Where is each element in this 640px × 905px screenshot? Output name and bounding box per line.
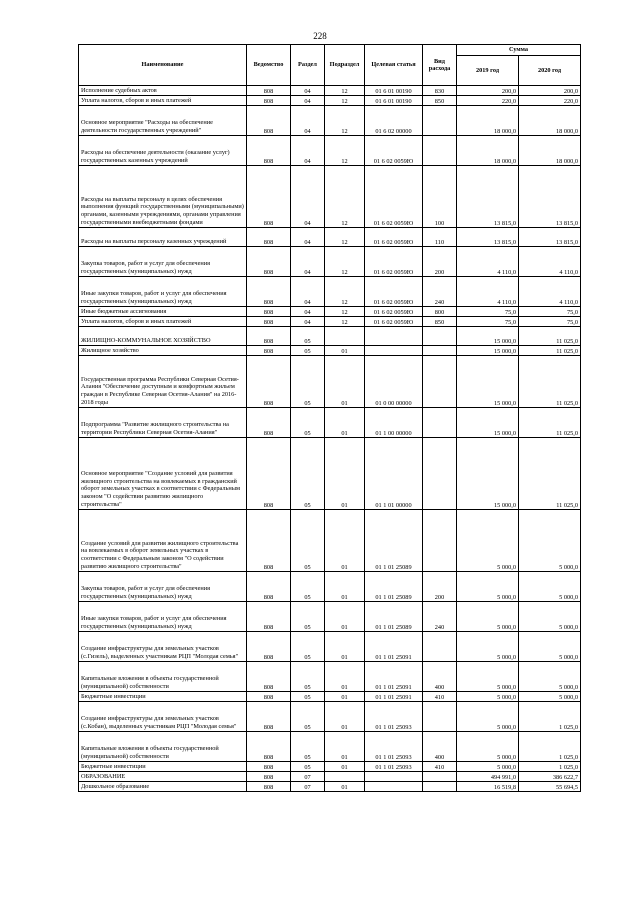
cell-podrazdel: 12: [325, 86, 365, 96]
cell-name: Иные закупки товаров, работ и услуг для обеспечения государственных (муниципальных) нужд: [79, 602, 247, 632]
cell-podrazdel: 12: [325, 228, 365, 247]
cell-podrazdel: 12: [325, 247, 365, 277]
header-name: Наименование: [79, 45, 247, 86]
cell-podrazdel: 12: [325, 166, 365, 228]
cell-vid: [423, 782, 457, 792]
cell-vedomstvo: 808: [247, 96, 291, 106]
cell-name: Создание инфраструктуры для земельных участков (с.Гизель), выделенных участникам РЦП "Молодая семья": [79, 632, 247, 662]
budget-table: [78, 44, 581, 792]
cell-2019: 220,0: [457, 96, 519, 106]
cell-razdel: 04: [291, 96, 325, 106]
table-row: [79, 247, 581, 277]
cell-vid: [423, 510, 457, 572]
cell-2019: 4 110,0: [457, 247, 519, 277]
table-row: [79, 572, 581, 602]
cell-2020: 5 000,0: [519, 510, 581, 572]
table-row: [79, 277, 581, 307]
table-row: [79, 510, 581, 572]
cell-target: 01 1 01 25091: [365, 662, 423, 692]
cell-target: 01 1 01 25089: [365, 510, 423, 572]
cell-vedomstvo: 808: [247, 136, 291, 166]
cell-vid: 100: [423, 166, 457, 228]
cell-vedomstvo: 808: [247, 228, 291, 247]
cell-2019: 15 000,0: [457, 408, 519, 438]
header-razdel: Раздел: [291, 45, 325, 86]
table-row: [79, 317, 581, 327]
cell-target: 01 1 01 25091: [365, 692, 423, 702]
cell-vedomstvo: 808: [247, 327, 291, 346]
cell-2019: 13 815,0: [457, 166, 519, 228]
cell-2019: 13 815,0: [457, 228, 519, 247]
cell-2020: 5 000,0: [519, 572, 581, 602]
table-row: [79, 228, 581, 247]
cell-podrazdel: [325, 327, 365, 346]
cell-podrazdel: 01: [325, 702, 365, 732]
cell-razdel: 05: [291, 356, 325, 408]
table-row: [79, 327, 581, 346]
cell-target: 01 6 02 0059Ю: [365, 317, 423, 327]
page-number: 228: [313, 31, 327, 41]
cell-2020: 11 025,0: [519, 356, 581, 408]
cell-2019: 5 000,0: [457, 632, 519, 662]
cell-vid: [423, 408, 457, 438]
table-row: [79, 692, 581, 702]
cell-2019: 18 000,0: [457, 136, 519, 166]
cell-name: ЖИЛИЩНО-КОММУНАЛЬНОЕ ХОЗЯЙСТВО: [79, 327, 247, 346]
cell-vid: 240: [423, 277, 457, 307]
cell-2020: 1 025,0: [519, 702, 581, 732]
cell-razdel: 05: [291, 572, 325, 602]
cell-razdel: 04: [291, 307, 325, 317]
cell-2019: 200,0: [457, 86, 519, 96]
cell-podrazdel: 01: [325, 782, 365, 792]
header-sum: Сумма: [457, 45, 581, 56]
cell-razdel: 05: [291, 662, 325, 692]
cell-podrazdel: 12: [325, 317, 365, 327]
cell-vedomstvo: 808: [247, 438, 291, 510]
cell-name: Капитальные вложения в объекты государственной (муниципальной) собственности: [79, 662, 247, 692]
cell-vid: 410: [423, 692, 457, 702]
table-row: [79, 702, 581, 732]
table-row: [79, 307, 581, 317]
cell-2020: 75,0: [519, 307, 581, 317]
cell-name: Основное мероприятие "Расходы на обеспечение деятельности государственных учреждений": [79, 106, 247, 136]
table-row: [79, 96, 581, 106]
cell-razdel: 05: [291, 327, 325, 346]
cell-2020: 200,0: [519, 86, 581, 96]
cell-name: Жилищное хозяйство: [79, 346, 247, 356]
cell-2019: 5 000,0: [457, 732, 519, 762]
cell-name: ОБРАЗОВАНИЕ: [79, 772, 247, 782]
header-2020: 2020 год: [519, 56, 581, 86]
cell-podrazdel: 01: [325, 346, 365, 356]
cell-razdel: 07: [291, 782, 325, 792]
cell-2020: 5 000,0: [519, 662, 581, 692]
cell-podrazdel: [325, 772, 365, 782]
cell-vedomstvo: 808: [247, 510, 291, 572]
table-row: [79, 762, 581, 772]
cell-target: 01 6 02 0059Ю: [365, 136, 423, 166]
header-podrazdel: Подраздел: [325, 45, 365, 86]
cell-vedomstvo: 808: [247, 317, 291, 327]
cell-2019: 15 000,0: [457, 346, 519, 356]
cell-podrazdel: 01: [325, 356, 365, 408]
table-row: [79, 346, 581, 356]
cell-2020: 4 110,0: [519, 247, 581, 277]
cell-vid: 240: [423, 602, 457, 632]
cell-vid: [423, 632, 457, 662]
cell-2019: 494 991,0: [457, 772, 519, 782]
header-target: Целевая статья: [365, 45, 423, 86]
cell-vedomstvo: 808: [247, 166, 291, 228]
cell-name: Дошкольное образование: [79, 782, 247, 792]
cell-razdel: 05: [291, 632, 325, 662]
cell-target: [365, 782, 423, 792]
cell-name: Капитальные вложения в объекты государственной (муниципальной) собственности: [79, 732, 247, 762]
cell-razdel: 05: [291, 732, 325, 762]
header-vid: Вид расхода: [423, 45, 457, 86]
cell-vedomstvo: 808: [247, 247, 291, 277]
cell-vedomstvo: 808: [247, 86, 291, 96]
cell-name: Расходы на обеспечение деятельности (оказание услуг) государственных казенных учреждений: [79, 136, 247, 166]
cell-2019: 15 000,0: [457, 438, 519, 510]
cell-vedomstvo: 808: [247, 782, 291, 792]
table-body: [79, 86, 581, 792]
cell-vid: [423, 136, 457, 166]
cell-2020: 5 000,0: [519, 692, 581, 702]
cell-vid: [423, 106, 457, 136]
cell-razdel: 05: [291, 702, 325, 732]
cell-2020: 75,0: [519, 317, 581, 327]
cell-vid: [423, 346, 457, 356]
cell-2019: 18 000,0: [457, 106, 519, 136]
cell-vid: [423, 702, 457, 732]
cell-name: Государственная программа Республики Северная Осетия-Алания "Обеспечение доступным и комфортным жильем граждан в Республике Северная Осетия-Алания" на 2016-2018 годы: [79, 356, 247, 408]
cell-vedomstvo: 808: [247, 106, 291, 136]
cell-razdel: 05: [291, 602, 325, 632]
cell-vid: 830: [423, 86, 457, 96]
cell-podrazdel: 01: [325, 732, 365, 762]
cell-2019: 5 000,0: [457, 572, 519, 602]
cell-podrazdel: 01: [325, 692, 365, 702]
cell-target: [365, 772, 423, 782]
cell-target: 01 1 01 25093: [365, 732, 423, 762]
cell-2020: 1 025,0: [519, 762, 581, 772]
cell-podrazdel: 01: [325, 602, 365, 632]
cell-vid: [423, 772, 457, 782]
cell-razdel: 04: [291, 106, 325, 136]
cell-vedomstvo: 808: [247, 277, 291, 307]
cell-vedomstvo: 808: [247, 307, 291, 317]
cell-razdel: 05: [291, 438, 325, 510]
cell-podrazdel: 12: [325, 106, 365, 136]
cell-vid: 110: [423, 228, 457, 247]
cell-vedomstvo: 808: [247, 602, 291, 632]
cell-2019: 5 000,0: [457, 702, 519, 732]
cell-2019: 15 000,0: [457, 356, 519, 408]
cell-2020: 5 000,0: [519, 602, 581, 632]
cell-vedomstvo: 808: [247, 692, 291, 702]
cell-vedomstvo: 808: [247, 632, 291, 662]
cell-target: 01 6 02 0059Ю: [365, 228, 423, 247]
cell-2020: 11 025,0: [519, 438, 581, 510]
cell-name: Бюджетные инвестиции: [79, 692, 247, 702]
cell-2020: 1 025,0: [519, 732, 581, 762]
cell-2020: 18 000,0: [519, 136, 581, 166]
cell-name: Расходы на выплаты персоналу казенных учреждений: [79, 228, 247, 247]
cell-2020: 11 025,0: [519, 327, 581, 346]
cell-2020: 11 025,0: [519, 346, 581, 356]
cell-target: 01 6 02 0059Ю: [365, 307, 423, 317]
cell-2019: 16 519,8: [457, 782, 519, 792]
cell-razdel: 04: [291, 228, 325, 247]
cell-vid: 800: [423, 307, 457, 317]
cell-vedomstvo: 808: [247, 356, 291, 408]
cell-podrazdel: 12: [325, 307, 365, 317]
cell-2020: 18 000,0: [519, 106, 581, 136]
cell-target: [365, 346, 423, 356]
table-row: [79, 782, 581, 792]
cell-razdel: 05: [291, 408, 325, 438]
table-row: [79, 356, 581, 408]
cell-vid: 850: [423, 317, 457, 327]
cell-vedomstvo: 808: [247, 408, 291, 438]
cell-podrazdel: 12: [325, 136, 365, 166]
cell-target: 01 1 01 25091: [365, 632, 423, 662]
cell-name: Закупка товаров, работ и услуг для обеспечения государственных (муниципальных) нужд: [79, 247, 247, 277]
cell-razdel: 05: [291, 692, 325, 702]
cell-2019: 4 110,0: [457, 277, 519, 307]
cell-razdel: 04: [291, 136, 325, 166]
cell-vid: 850: [423, 96, 457, 106]
cell-2019: 5 000,0: [457, 692, 519, 702]
cell-name: Закупка товаров, работ и услуг для обеспечения государственных (муниципальных) нужд: [79, 572, 247, 602]
cell-target: 01 1 01 25093: [365, 702, 423, 732]
cell-vedomstvo: 808: [247, 732, 291, 762]
cell-target: 01 6 02 0059Ю: [365, 277, 423, 307]
cell-2020: 55 694,5: [519, 782, 581, 792]
table-row: [79, 86, 581, 96]
cell-name: Подпрограмма "Развитие жилищного строительства на территории Республики Северная Осетия-Алания": [79, 408, 247, 438]
cell-podrazdel: 01: [325, 572, 365, 602]
cell-vid: 200: [423, 247, 457, 277]
table-row: [79, 632, 581, 662]
cell-2019: 75,0: [457, 307, 519, 317]
cell-vedomstvo: 808: [247, 762, 291, 772]
cell-name: Расходы на выплаты персоналу в целях обеспечения выполнения функций государственными (муниципальными) органами, казенными учреждениями, органами управления государственными внебюджетными фондами: [79, 166, 247, 228]
cell-2020: 11 025,0: [519, 408, 581, 438]
table-row: [79, 408, 581, 438]
table-row: [79, 136, 581, 166]
cell-razdel: 04: [291, 247, 325, 277]
cell-vid: 400: [423, 662, 457, 692]
cell-name: Бюджетные инвестиции: [79, 762, 247, 772]
cell-podrazdel: 01: [325, 438, 365, 510]
cell-vid: 410: [423, 762, 457, 772]
cell-name: Уплата налогов, сборов и иных платежей: [79, 96, 247, 106]
cell-2020: 386 622,7: [519, 772, 581, 782]
cell-2019: 15 000,0: [457, 327, 519, 346]
cell-vedomstvo: 808: [247, 702, 291, 732]
cell-target: 01 6 02 00000: [365, 106, 423, 136]
cell-2020: 5 000,0: [519, 632, 581, 662]
cell-name: Иные закупки товаров, работ и услуг для обеспечения государственных (муниципальных) нужд: [79, 277, 247, 307]
cell-target: [365, 327, 423, 346]
cell-vid: [423, 327, 457, 346]
cell-razdel: 07: [291, 772, 325, 782]
cell-vedomstvo: 808: [247, 572, 291, 602]
table-row: [79, 438, 581, 510]
cell-target: 01 1 01 25089: [365, 572, 423, 602]
cell-podrazdel: 01: [325, 762, 365, 772]
cell-2019: 5 000,0: [457, 602, 519, 632]
cell-target: 01 1 01 25093: [365, 762, 423, 772]
cell-target: 01 1 00 00000: [365, 408, 423, 438]
cell-razdel: 04: [291, 86, 325, 96]
cell-2020: 4 110,0: [519, 277, 581, 307]
cell-razdel: 04: [291, 166, 325, 228]
cell-target: 01 1 01 25089: [365, 602, 423, 632]
cell-target: 01 6 02 0059Ю: [365, 166, 423, 228]
cell-podrazdel: 01: [325, 510, 365, 572]
header-vedomstvo: Ведомство: [247, 45, 291, 86]
cell-name: Создание инфраструктуры для земельных участков (с.Кобан), выделенных участникам РЦП "Молодая семья": [79, 702, 247, 732]
header-2019: 2019 год: [457, 56, 519, 86]
cell-2020: 13 815,0: [519, 166, 581, 228]
cell-2019: 5 000,0: [457, 662, 519, 692]
cell-razdel: 05: [291, 762, 325, 772]
cell-2020: 13 815,0: [519, 228, 581, 247]
table-row: [79, 166, 581, 228]
table-row: [79, 772, 581, 782]
cell-vedomstvo: 808: [247, 346, 291, 356]
table-row: [79, 602, 581, 632]
cell-vid: 400: [423, 732, 457, 762]
cell-name: Создание условий для развития жилищного строительства на вовлекаемых в оборот земельных участках в соответствии с Федеральным законом "О содействии развитию жилищного строительства": [79, 510, 247, 572]
cell-name: Иные бюджетные ассигнования: [79, 307, 247, 317]
cell-podrazdel: 01: [325, 632, 365, 662]
cell-razdel: 05: [291, 346, 325, 356]
cell-podrazdel: 01: [325, 408, 365, 438]
cell-vid: [423, 356, 457, 408]
cell-target: 01 6 01 00190: [365, 86, 423, 96]
cell-target: 01 1 01 00000: [365, 438, 423, 510]
table-row: [79, 662, 581, 692]
cell-podrazdel: 12: [325, 96, 365, 106]
cell-name: Исполнение судебных актов: [79, 86, 247, 96]
table-row: [79, 732, 581, 762]
cell-target: 01 6 02 0059Ю: [365, 247, 423, 277]
cell-name: Уплата налогов, сборов и иных платежей: [79, 317, 247, 327]
cell-target: 01 0 00 00000: [365, 356, 423, 408]
cell-target: 01 6 01 00190: [365, 96, 423, 106]
cell-razdel: 04: [291, 277, 325, 307]
cell-vid: [423, 438, 457, 510]
cell-2020: 220,0: [519, 96, 581, 106]
cell-podrazdel: 01: [325, 662, 365, 692]
table-row: [79, 106, 581, 136]
cell-razdel: 04: [291, 317, 325, 327]
cell-vedomstvo: 808: [247, 772, 291, 782]
cell-2019: 5 000,0: [457, 762, 519, 772]
cell-podrazdel: 12: [325, 277, 365, 307]
cell-name: Основное мероприятие "Создание условий для развития жилищного строительства на вовлекаемых в гражданский оборот земельных участках в соответствии с Федеральным законом "О содействии развитию жилищного строительства": [79, 438, 247, 510]
cell-2019: 5 000,0: [457, 510, 519, 572]
cell-vid: 200: [423, 572, 457, 602]
cell-2019: 75,0: [457, 317, 519, 327]
cell-vedomstvo: 808: [247, 662, 291, 692]
cell-razdel: 05: [291, 510, 325, 572]
